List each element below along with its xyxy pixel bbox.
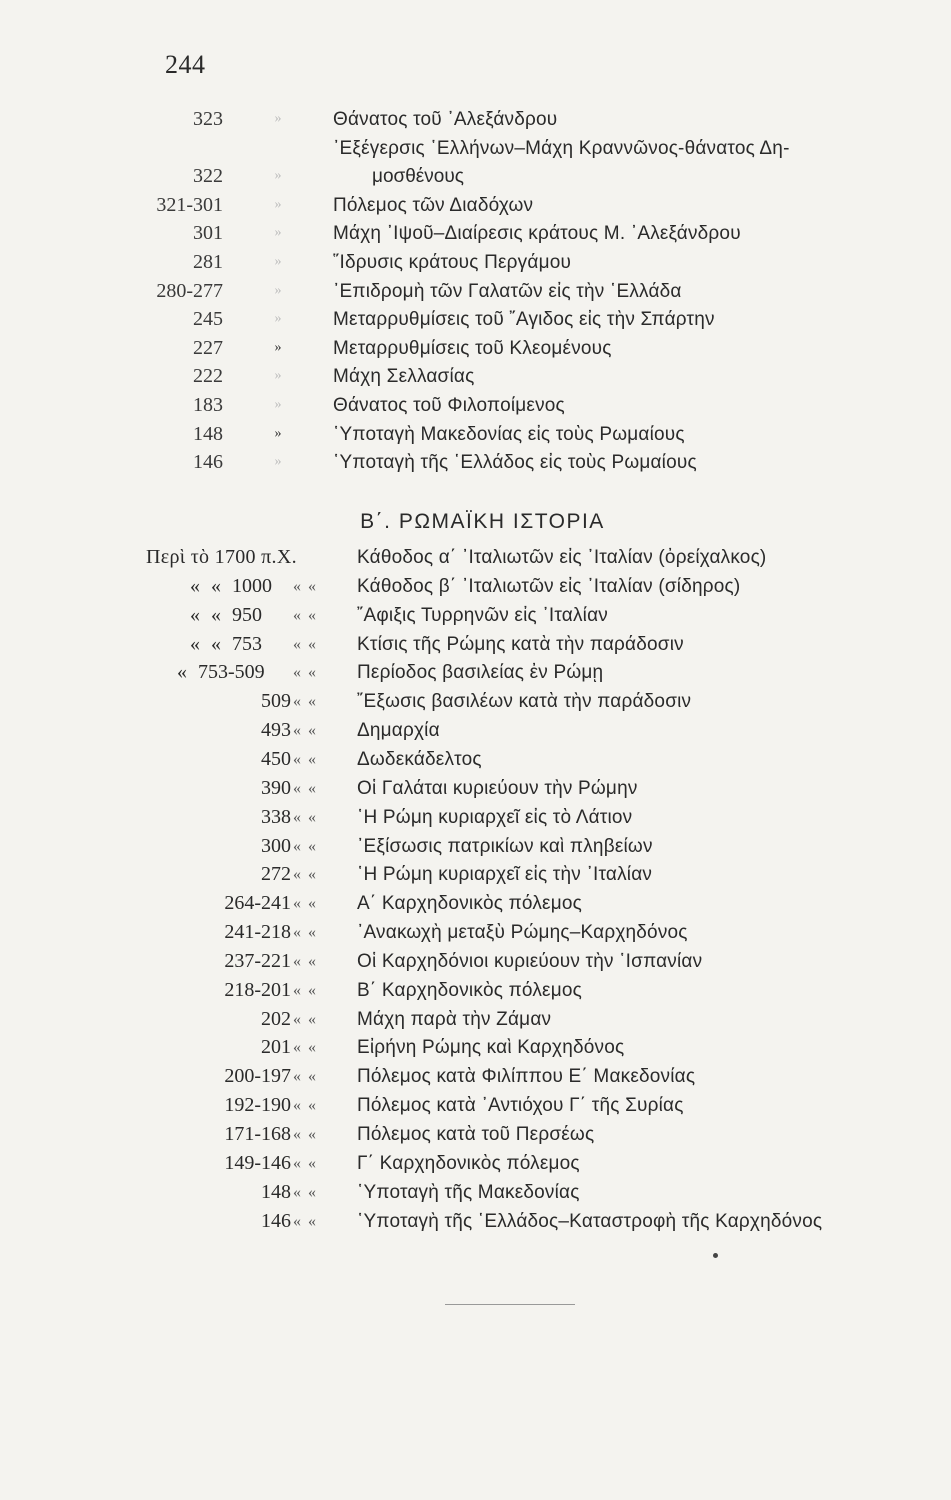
row-event: Πόλεμος κατὰ Φιλίππου Ε΄ Μακεδονίας [357,1066,696,1088]
row-event: ᾿Επιδρομὴ τῶν Γαλατῶν εἰς τὴν ῾Ελλάδα [333,280,682,302]
row-event: ᾿Εξέγερσις ῾Ελλήνων–Μάχη Κραννῶνος-θάνατος Δη- [333,137,790,159]
ditto-mark: « « [293,808,316,826]
row-date: 245 [193,308,223,331]
row-date: « 753-509 [177,661,265,684]
row-event: Κάθοδος α΄ ᾿Ιταλιωτῶν εἰς ᾿Ιταλίαν (ὀρείχαλκος) [357,547,767,568]
ditto-mark: « « [293,866,316,884]
timeline-row [0,1034,951,1062]
ditto-mark: « « [293,952,316,970]
row-event: Α΄ Καρχηδονικὸς πόλεμος [357,893,582,915]
ditto-mark: » [274,397,282,412]
row-event: Β΄ Καρχηδονικὸς πόλεμος [357,979,582,1001]
ditto-mark: « « [293,722,316,740]
row-event: ᾿Εξίσωσις πατρικίων καὶ πληβείων [357,835,653,857]
row-event: Οἱ Καρχηδόνιοι κυριεύουν τὴν ῾Ισπανίαν [357,950,703,972]
row-date: 149-146 [224,1151,291,1174]
closing-rule [445,1304,575,1305]
row-event: ῞Ιδρυσις κράτους Περγάμου [333,252,572,273]
row-event: Κτίσις τῆς Ρώμης κατὰ τὴν παράδοσιν [357,633,684,655]
timeline-row [0,804,951,832]
row-event: Δημαρχία [357,720,440,742]
timeline-row [0,220,951,248]
row-date: « « 1000 [190,574,272,597]
ditto-mark: « « [293,1097,316,1115]
row-date: Περὶ τὸ 1700 π.Χ. [146,546,297,568]
timeline-row [0,919,951,947]
ditto-mark: » [274,368,282,384]
row-event: Μάχη παρὰ τὴν Ζάμαν [357,1008,552,1030]
row-event: Γ΄ Καρχηδονικὸς πόλεμος [357,1152,580,1174]
timeline-row [0,363,951,391]
timeline-row [0,1179,951,1207]
row-event: ῾Η Ρώμη κυριαρχεῖ εἰς τὸ Λάτιον [357,806,633,828]
ditto-mark: « « [293,1183,316,1201]
ditto-mark: « « [293,635,316,653]
timeline-row [0,306,951,334]
timeline-row [0,192,951,220]
timeline-row [0,249,951,277]
row-event: ῎Αφιξις Τυρρηνῶν εἰς ᾿Ιταλίαν [357,604,608,626]
timeline-row [0,1092,951,1120]
row-event: Δωδεκάδελτος [357,748,482,770]
row-event: ῎Εξωσις βασιλέων κατὰ τὴν παράδοσιν [357,691,692,713]
row-date: 146 [193,451,223,474]
ditto-mark: « « [293,837,316,855]
row-date: 183 [193,394,223,416]
row-date: 171-168 [224,1123,291,1145]
ditto-mark: « « [293,606,316,624]
ditto-mark: « « [293,577,316,595]
row-date: 322 [193,165,223,188]
timeline-row [0,948,951,976]
page-number: 244 [165,50,206,79]
row-date: 227 [193,336,223,359]
timeline-row [0,1208,951,1236]
ditto-mark: « « [293,750,316,768]
row-date: 300 [261,834,291,857]
timeline-row [0,135,951,163]
timeline-row [0,746,951,774]
ditto-mark: » [274,111,282,126]
timeline-row [0,1121,951,1149]
timeline-row [0,775,951,803]
ditto-mark: « « [293,779,316,797]
row-event: Πόλεμος κατὰ τοῦ Περσέως [357,1124,595,1145]
row-date: 338 [261,805,291,828]
section-title: Β΄. ΡΩΜΑΪΚΗ ΙΣΤΟΡΙΑ [360,510,605,533]
ditto-mark: « « [293,1126,316,1143]
timeline-row [0,631,951,659]
ditto-mark: « « [293,1212,316,1230]
row-event: ῾Υποταγὴ τῆς ῾Ελλάδος–Καταστροφὴ τῆς Καρχηδόνος [357,1210,823,1232]
row-event: Εἰρήνη Ρώμης καὶ Καρχηδόνος [357,1037,625,1059]
timeline-row [0,602,951,630]
row-event: ῾Υποταγὴ τῆς Μακεδονίας [357,1181,580,1203]
ditto-mark: « « [293,981,316,999]
timeline-row [0,544,951,572]
row-date: 148 [261,1180,291,1203]
timeline-row [0,977,951,1005]
row-event: Οἱ Γαλάται κυριεύουν τὴν Ρώμην [357,777,638,799]
row-date: 390 [261,776,291,799]
row-date: 146 [261,1209,291,1232]
timeline-row [0,106,951,134]
timeline-row [0,278,951,306]
row-date: 148 [193,422,223,445]
ditto-mark: » [274,282,282,298]
row-date: 237-221 [224,949,291,972]
timeline-row [0,890,951,918]
timeline-row [0,163,951,191]
timeline-row [0,833,951,861]
row-event: Μεταρρυθμίσεις τοῦ ῎Αγιδος εἰς τὴν Σπάρτην [333,309,715,331]
row-date: 281 [193,251,223,273]
row-date: 280-277 [156,279,223,302]
row-date: 222 [193,365,223,388]
timeline-row [0,688,951,716]
ditto-mark: « « [293,895,316,913]
timeline-row [0,659,951,687]
row-event: ῾Υποταγὴ Μακεδονίας εἰς τοὺς Ρωμαίους [333,423,685,445]
ditto-mark: » [274,311,282,327]
row-event: ῾Υποταγὴ τῆς ῾Ελλάδος εἰς τοὺς Ρωμαίους [333,452,697,474]
ditto-mark: » [274,454,282,470]
timeline-row [0,392,951,420]
row-date: 218-201 [224,978,291,1001]
ditto-mark: « « [293,693,316,711]
timeline-row [0,1063,951,1091]
row-event: Πόλεμος τῶν Διαδόχων [333,194,534,216]
row-event: Περίοδος βασιλείας ἐν Ρώμῃ [357,662,604,684]
row-event: Μάχη ᾿Ιψοῦ–Διαίρεσις κράτους Μ. ᾿Αλεξάνδρου [333,223,741,245]
timeline-row [0,573,951,601]
row-date: 450 [261,747,291,770]
timeline-row [0,1150,951,1178]
ditto-mark: » [274,225,282,241]
row-date: 509 [261,690,291,713]
ditto-mark: » [274,425,282,441]
row-date: 200-197 [224,1065,291,1088]
ditto-mark: » [274,196,282,212]
ditto-mark: « « [293,924,316,942]
row-event: Πόλεμος κατὰ ᾿Αντιόχου Γ΄ τῆς Συρίας [357,1095,684,1117]
row-date: « « 753 [190,632,262,655]
row-event: Θάνατος τοῦ ᾿Αλεξάνδρου [333,109,558,130]
ditto-mark: » [274,254,282,269]
ditto-mark: « « [293,1154,316,1172]
timeline-row [0,1006,951,1034]
row-event: Κάθοδος β΄ ᾿Ιταλιωτῶν εἰς ᾿Ιταλίαν (σίδηρος) [357,575,741,597]
row-date: 301 [193,222,223,245]
row-date: 192-190 [224,1094,291,1117]
ditto-mark: « « [293,1039,316,1057]
row-date: 321-301 [156,193,223,216]
ditto-mark: » [274,339,282,355]
row-event: ᾿Ανακωχὴ μεταξὺ Ρώμης–Καρχηδόνος [357,922,688,944]
row-date: 272 [261,863,291,886]
timeline-row [0,421,951,449]
ditto-mark: « « [293,664,316,682]
timeline-row [0,717,951,745]
row-event: Μεταρρυθμίσεις τοῦ Κλεομένους [333,337,612,359]
row-date: 202 [261,1007,291,1030]
ditto-mark: » [274,168,282,184]
ditto-mark: « « [293,1068,316,1086]
ink-dot [713,1253,718,1258]
row-event: Θάνατος τοῦ Φιλοποίμενος [333,395,565,416]
row-date: 493 [261,719,291,742]
timeline-row [0,335,951,363]
timeline-row [0,861,951,889]
row-event: μοσθένους [372,166,464,188]
row-date: « « 950 [190,603,262,626]
row-date: 323 [193,108,223,130]
row-event: ῾Η Ρώμη κυριαρχεῖ εἰς τὴν ᾿Ιταλίαν [357,864,653,886]
ditto-mark: « « [293,1010,316,1028]
row-date: 201 [261,1036,291,1059]
row-date: 264-241 [224,892,291,915]
row-event: Μάχη Σελλασίας [333,366,475,388]
row-date: 241-218 [224,921,291,944]
timeline-row [0,449,951,477]
